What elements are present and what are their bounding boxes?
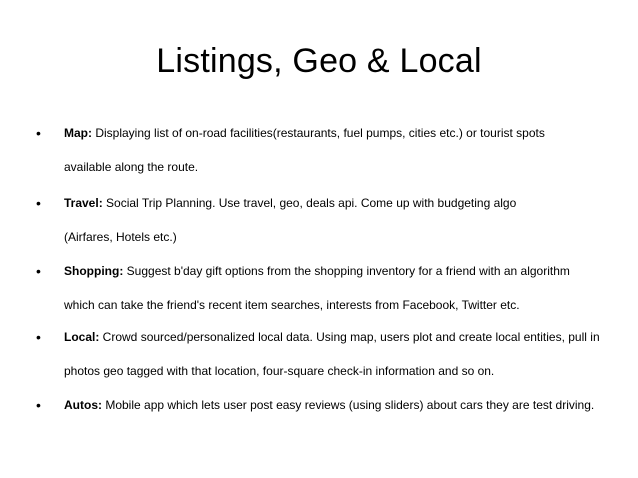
bullet-label: Travel: xyxy=(64,196,103,210)
bullet-icon: • xyxy=(36,263,41,279)
bullet-line xyxy=(64,328,624,346)
bullet-icon: • xyxy=(36,125,41,141)
bullet-label: Map: xyxy=(64,126,92,140)
bullet-line xyxy=(64,262,624,280)
bullet-line xyxy=(64,396,624,414)
bullet-label: Autos: xyxy=(64,398,102,412)
bullet-line xyxy=(64,124,624,142)
bullet-continuation: (Airfares, Hotels etc.) xyxy=(64,230,177,244)
bullet-label: Shopping: xyxy=(64,264,124,278)
bullet-continuation: photos geo tagged with that location, four-square check-in information and so on. xyxy=(64,364,495,378)
bullet-text: Mobile app which lets user post easy reviews (using sliders) about cars they are test driving. xyxy=(102,398,595,412)
bullet-label: Local: xyxy=(64,330,100,344)
bullet-line xyxy=(64,194,624,212)
bullet-text: Suggest b'day gift options from the shopping inventory for a friend with an algorithm xyxy=(123,264,570,278)
slide-title: Listings, Geo & Local xyxy=(156,42,482,80)
bullet-text: Social Trip Planning. Use travel, geo, deals api. Come up with budgeting algo xyxy=(102,196,517,210)
bullet-icon: • xyxy=(36,195,41,211)
bullet-icon: • xyxy=(36,329,41,345)
bullet-continuation: which can take the friend's recent item searches, interests from Facebook, Twitter etc. xyxy=(64,298,520,312)
bullet-icon: • xyxy=(36,397,41,413)
bullet-text: Crowd sourced/personalized local data. Using map, users plot and create local entities, pull in xyxy=(99,330,600,344)
bullet-continuation: available along the route. xyxy=(64,160,199,174)
bullet-text: Displaying list of on-road facilities(restaurants, fuel pumps, cities etc.) or tourist spots xyxy=(92,126,545,140)
